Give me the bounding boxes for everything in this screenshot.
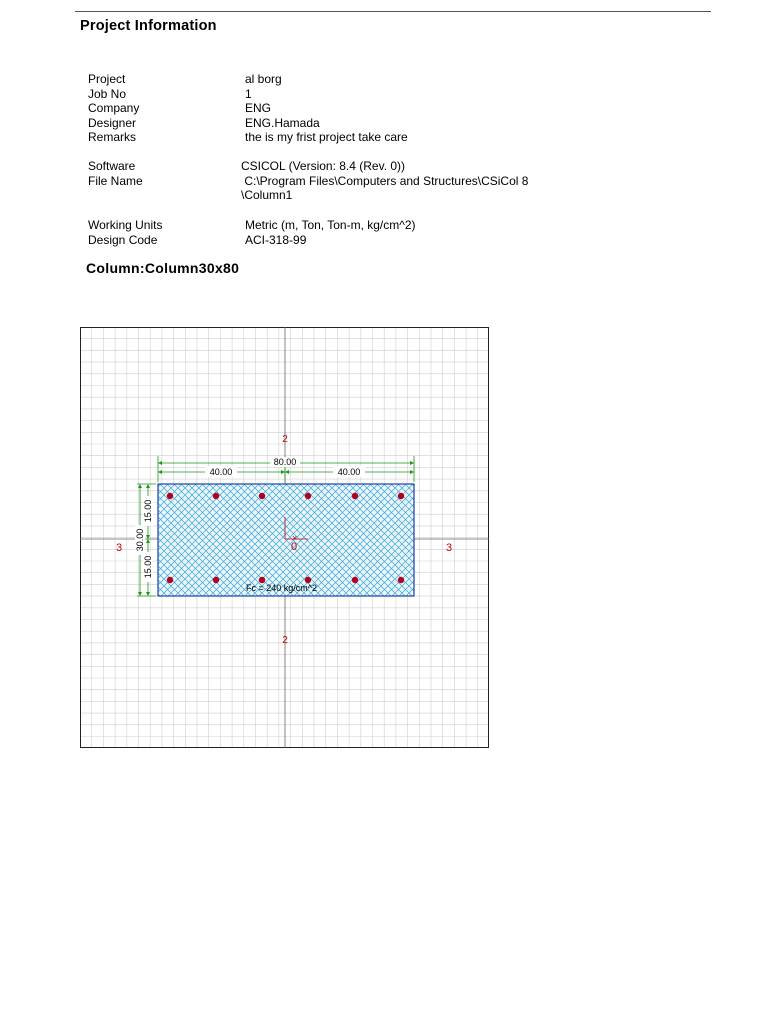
axis-3-left-label: 3 [115, 542, 123, 554]
origin-label: 0 [290, 541, 298, 553]
rebar [305, 493, 311, 499]
column-title: Column:Column30x80 [86, 260, 240, 276]
label-company: Company [88, 101, 140, 115]
value-company: ENG [245, 101, 272, 115]
label-working-units: Working Units [88, 218, 163, 232]
dim-total-width: 80.00 [273, 457, 297, 467]
value-file-name-cont: \Column1 [241, 188, 293, 202]
rebar [352, 493, 358, 499]
column-section-drawing [80, 327, 489, 748]
value-job-no: 1 [245, 86, 252, 101]
label-file-name: File Name [88, 173, 143, 188]
rebar [167, 577, 173, 583]
value-design-code: ACI-318-99 [245, 232, 307, 247]
rebar [259, 493, 265, 499]
label-remarks: Remarks [88, 130, 137, 144]
value-project: al borg [245, 72, 282, 86]
header-rule [75, 11, 711, 12]
value-working-units: Metric (m, Ton, Ton-m, kg/cm^2) [245, 218, 416, 232]
page-title: Project Information [80, 18, 217, 34]
rebar [213, 493, 219, 499]
value-file-name: C:\Program Files\Computers and Structures\CSiCol 8 [241, 173, 529, 188]
dim-top-depth: 15.00 [143, 499, 153, 523]
axis-3-right-label: 3 [445, 542, 453, 554]
label-project: Project [88, 72, 126, 86]
label-design-code: Design Code [88, 232, 158, 247]
rebar [398, 493, 404, 499]
column-section-outline [158, 484, 414, 596]
dim-right-width: 40.00 [337, 467, 361, 477]
origin-marker: × [292, 533, 298, 543]
rebar [352, 577, 358, 583]
value-remarks: the is my frist project take care [245, 130, 408, 144]
label-software: Software [88, 159, 136, 173]
label-job-no: Job No [88, 86, 127, 101]
dim-total-depth: 30.00 [135, 528, 145, 552]
dim-bottom-depth: 15.00 [143, 555, 153, 579]
axis-2-top-label: 2 [282, 434, 288, 445]
label-designer: Designer [88, 115, 137, 130]
value-software: CSICOL (Version: 8.4 (Rev. 0)) [241, 159, 406, 173]
rebar [167, 493, 173, 499]
rebar [398, 577, 404, 583]
value-designer: ENG.Hamada [245, 115, 320, 130]
rebar [213, 577, 219, 583]
concrete-strength-label: Fc = 240 kg/cm^2 [246, 583, 318, 593]
dim-left-width: 40.00 [209, 467, 233, 477]
axis-2-bottom-label: 2 [282, 635, 288, 646]
